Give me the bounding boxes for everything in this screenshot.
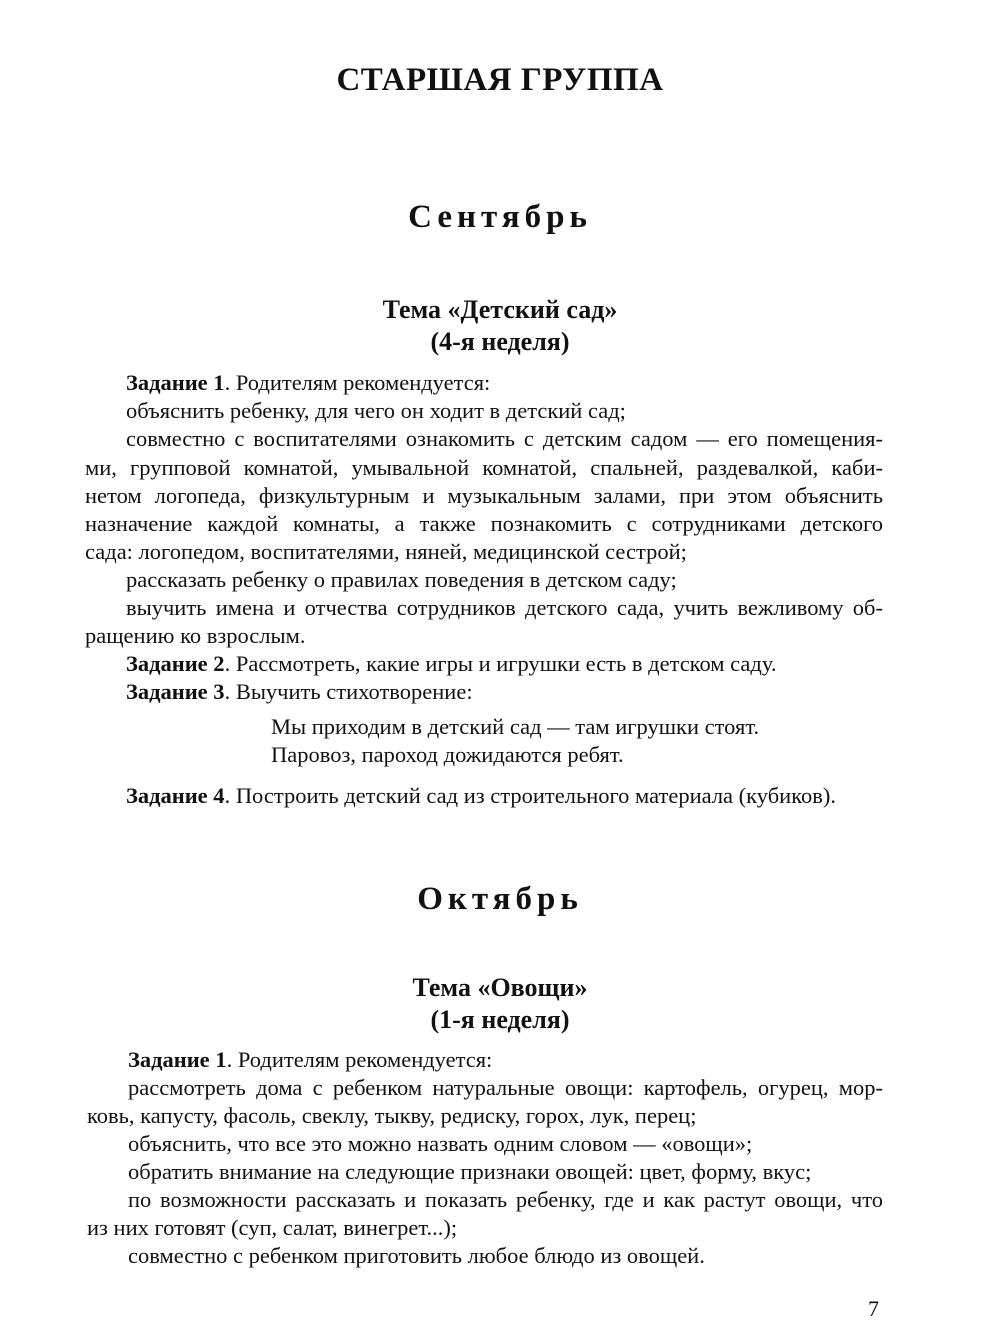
text-line: сада: логопедом, воспитателями, няней, медицинской сестрой; <box>85 539 687 564</box>
text-line: обратить внимание на следующие признаки овощей: цвет, форму, вкус; <box>128 1159 812 1184</box>
task-paragraph <box>126 650 776 678</box>
text-line: по возможности рассказать и показать ребенку, где и как растут овощи, что <box>128 1187 883 1212</box>
task-label: Задание 4 <box>126 783 225 808</box>
topic-title: Тема «Овощи» <box>412 973 588 1002</box>
text-line: ковь, капусту, фасоль, свеклу, тыкву, редиску, горох, лук, перец; <box>87 1103 697 1128</box>
text-line: рассмотреть дома с ребенком натуральные овощи: картофель, огурец, мор- <box>128 1075 883 1100</box>
task-text: . Родителям рекомендуется: <box>226 1047 493 1072</box>
task-text: . Выучить стихотворение: <box>224 679 473 704</box>
task-label: Задание 1 <box>128 1047 227 1072</box>
topic-title: Тема «Детский сад» <box>382 295 618 324</box>
text-line: объяснить ребенку, для чего он ходит в детский сад; <box>126 398 626 423</box>
page-number: 7 <box>868 1296 879 1321</box>
poem-line: Паровоз, пароход дожидаются ребят. <box>271 742 624 767</box>
text-line: рассказать ребенку о правилах поведения в детском саду; <box>126 567 677 592</box>
month-heading-september: Сентябрь <box>408 199 592 235</box>
task-label: Задание 1 <box>126 370 225 395</box>
poem-line: Мы приходим в детский сад — там игрушки стоят. <box>271 714 760 739</box>
text-line: совместно с ребенком приготовить любое блюдо из овощей. <box>128 1243 705 1268</box>
text-line: совместно с воспитателями ознакомить с детским садом — его помещения- <box>126 426 883 451</box>
text-line: ращению ко взрослым. <box>85 623 306 648</box>
task-label: Задание 3 <box>126 679 225 704</box>
text-line: назначение каждой комнаты, а также познакомить с сотрудниками детского <box>85 511 883 536</box>
task-text: . Рассмотреть, какие игры и игрушки есть в детском саду. <box>224 651 777 676</box>
task-paragraph <box>128 1046 492 1074</box>
text-line: ми, групповой комнатой, умывальной комнатой, спальней, раздевалкой, каби- <box>85 455 883 480</box>
task-paragraph <box>126 369 490 397</box>
month-heading-october: Октябрь <box>417 881 583 917</box>
text-line: выучить имена и отчества сотрудников детского сада, учить вежливому об- <box>126 595 883 620</box>
task-label: Задание 2 <box>126 651 225 676</box>
topic-week: (1-я неделя) <box>430 1005 570 1034</box>
section-title: СТАРШАЯ ГРУППА <box>336 62 664 98</box>
task-paragraph <box>126 678 473 706</box>
task-paragraph <box>126 782 836 810</box>
task-text: . Родителям рекомендуется: <box>224 370 491 395</box>
task-text: . Построить детский сад из строительного материала (кубиков). <box>224 783 836 808</box>
topic-week: (4-я неделя) <box>430 327 570 356</box>
text-line: из них готовят (суп, салат, винегрет...); <box>87 1215 458 1240</box>
text-line: нетом логопеда, физкультурным и музыкальным залами, при этом объяснить <box>85 483 883 508</box>
text-line: объяснить, что все это можно назвать одним словом — «овощи»; <box>128 1131 753 1156</box>
